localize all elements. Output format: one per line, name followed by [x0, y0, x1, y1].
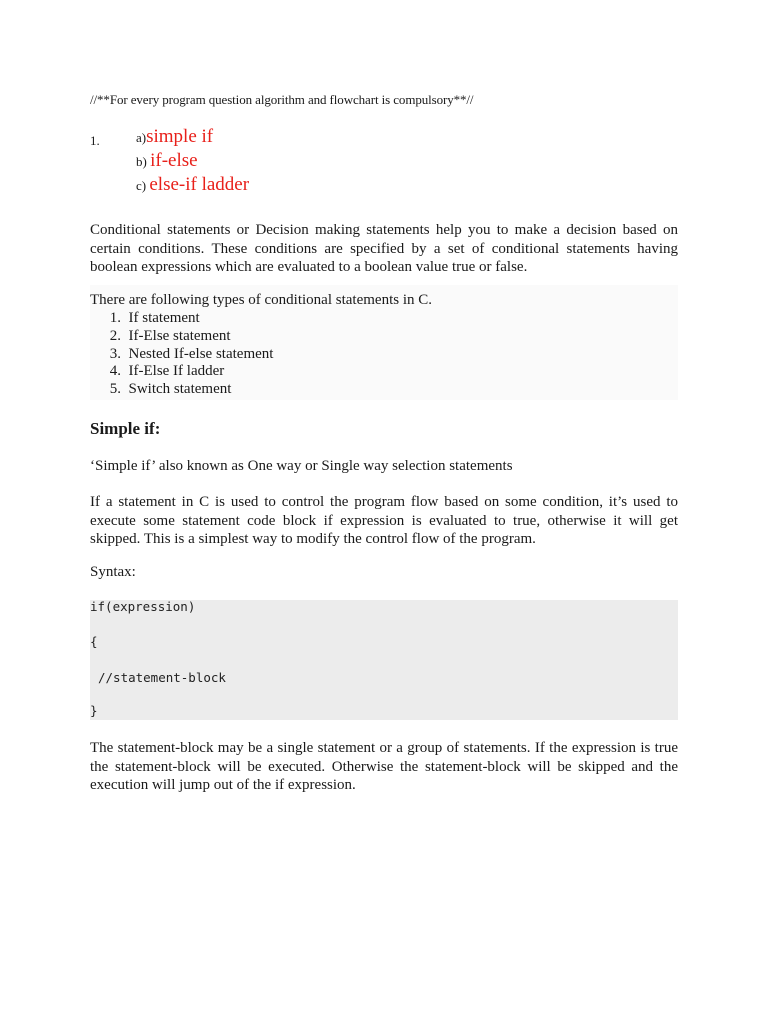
types-intro: There are following types of conditional statements in C. — [90, 292, 432, 308]
question-item-a — [136, 126, 213, 148]
aka-paragraph: ‘Simple if’ also known as One way or Single way selection statements — [90, 458, 513, 474]
intro-paragraph: Conditional statements or Decision making statements help you to make a decision based on certain conditions. These conditions are specified by a set of conditional statements having boolean expressions which are evaluated to a boolean value true or false. — [90, 222, 678, 275]
closing-paragraph: The statement-block may be a single statement or a group of statements. If the expression is true the statement-block will be executed. Otherwise the statement-block will be skipped and the execution will jump out of the if expression. — [90, 740, 678, 793]
question-item-c — [136, 174, 249, 196]
question-item-b — [136, 150, 198, 172]
list-item: 5. Switch statement — [109, 381, 232, 398]
item-marker: a) — [136, 130, 147, 145]
code-line: //statement-block — [98, 670, 226, 685]
item-marker: b) — [136, 154, 151, 169]
section-heading: Simple if: — [90, 419, 161, 438]
list-item: 1. If statement — [109, 310, 200, 326]
list-item: 3. Nested If-else statement — [109, 345, 274, 362]
list-item: 4. If-Else If ladder — [109, 363, 225, 380]
code-line: if(expression) — [90, 599, 196, 614]
item-label: else-if ladder — [149, 174, 250, 195]
item-marker: c) — [136, 178, 150, 193]
compulsory-note: //**For every program question algorithm and flowchart is compulsory**// — [90, 92, 474, 107]
types-list — [90, 310, 273, 399]
question-number: 1. — [90, 133, 100, 148]
code-line: { — [90, 634, 98, 649]
item-label: if-else — [150, 150, 198, 171]
code-block — [90, 600, 678, 720]
list-item: 2. If-Else statement — [109, 327, 231, 344]
code-line: } — [90, 703, 98, 718]
syntax-label: Syntax: — [90, 564, 136, 580]
item-label: simple if — [146, 126, 214, 147]
description-paragraph: If a statement in C is used to control the program flow based on some condition, it’s used to execute some statement code block if expression is evaluated to true, otherwise it will get skipped. This is a simplest way to modify the control flow of the program. — [90, 494, 678, 547]
